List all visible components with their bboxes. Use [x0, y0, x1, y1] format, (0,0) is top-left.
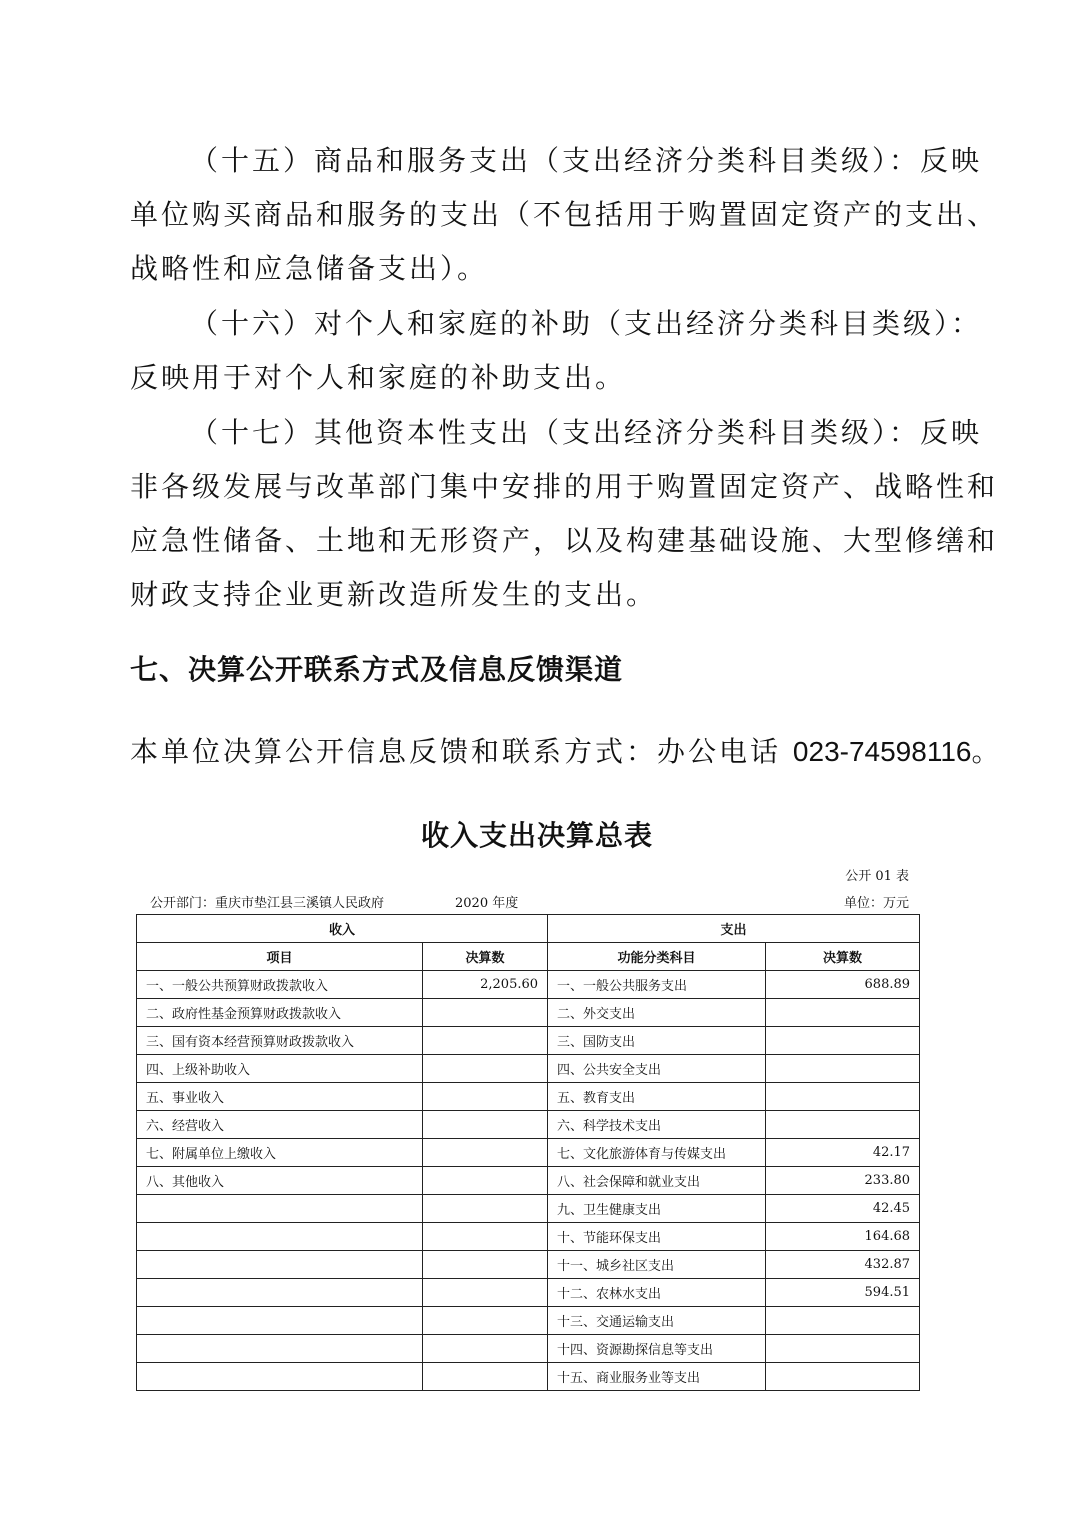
income-item-cell: 七、附属单位上缴收入	[137, 1139, 423, 1167]
expense-amount-cell: 42.17	[766, 1139, 920, 1167]
unit-label: 单位：万元	[843, 896, 909, 911]
expense-item-cell: 八、社会保障和就业支出	[548, 1167, 766, 1195]
table-row	[137, 1307, 920, 1335]
expense-amount-cell: 432.87	[766, 1251, 920, 1279]
group-header-row	[137, 915, 920, 943]
income-amount-cell	[423, 1027, 548, 1055]
expense-item-header: 功能分类科目	[548, 943, 766, 971]
table-row	[137, 1363, 920, 1391]
table-row	[137, 1195, 920, 1223]
income-amount-cell	[423, 1195, 548, 1223]
income-item-cell	[137, 1307, 423, 1335]
income-item-cell	[137, 1363, 423, 1391]
paragraph-goods-services-expense	[130, 134, 999, 296]
income-item-cell: 三、国有资本经营预算财政拨款收入	[137, 1027, 423, 1055]
table-number: 公开 01 表	[845, 869, 909, 884]
expense-group-header: 支出	[548, 915, 920, 943]
expense-amount-cell: 233.80	[766, 1167, 920, 1195]
paragraph-line: （十五）商品和服务支出（支出经济分类科目类级）：反映	[190, 144, 983, 177]
expense-amount-header: 决算数	[766, 943, 920, 971]
expense-item-cell: 一、一般公共服务支出	[548, 971, 766, 999]
income-amount-cell	[423, 1223, 548, 1251]
expense-amount-cell	[766, 999, 920, 1027]
expense-item-cell: 六、科学技术支出	[548, 1111, 766, 1139]
section-heading: 七、决算公开联系方式及信息反馈渠道	[130, 653, 624, 686]
income-amount-cell	[423, 1083, 548, 1111]
income-amount-cell	[423, 1363, 548, 1391]
income-amount-cell: 2,205.60	[423, 971, 548, 999]
expense-amount-cell	[766, 1111, 920, 1139]
table-row	[137, 971, 920, 999]
expense-amount-cell: 594.51	[766, 1279, 920, 1307]
table-row	[137, 1279, 920, 1307]
expense-amount-cell: 688.89	[766, 971, 920, 999]
paragraph-line: 非各级发展与改革部门集中安排的用于购置固定资产、战略性和	[130, 470, 999, 503]
fiscal-year: 2020 年度	[455, 896, 519, 911]
income-item-cell: 五、事业收入	[137, 1083, 423, 1111]
expense-amount-cell	[766, 1363, 920, 1391]
expense-item-cell: 十一、城乡社区支出	[548, 1251, 766, 1279]
paragraph-line: 单位购买商品和服务的支出（不包括用于购置固定资产的支出、	[130, 198, 999, 231]
income-amount-cell	[423, 1111, 548, 1139]
expense-amount-cell	[766, 1083, 920, 1111]
expense-item-cell: 十二、农林水支出	[548, 1279, 766, 1307]
income-amount-cell	[423, 1055, 548, 1083]
income-item-header: 项目	[137, 943, 423, 971]
income-item-cell: 四、上级补助收入	[137, 1055, 423, 1083]
paragraph-line: 战略性和应急储备支出）。	[130, 252, 489, 285]
expense-item-cell: 五、教育支出	[548, 1083, 766, 1111]
paragraph-line: （十七）其他资本性支出（支出经济分类科目类级）：反映	[190, 416, 983, 449]
income-item-cell: 六、经营收入	[137, 1111, 423, 1139]
table-row	[137, 1167, 920, 1195]
table-row	[137, 1027, 920, 1055]
table-title: 收入支出决算总表	[420, 819, 653, 852]
department-label: 公开部门：重庆市垫江县三溪镇人民政府	[150, 896, 385, 911]
table-row	[137, 1111, 920, 1139]
table-row	[137, 1223, 920, 1251]
paragraph-line: 财政支持企业更新改造所发生的支出。	[130, 578, 658, 611]
paragraph-line: 应急性储备、土地和无形资产，以及构建基础设施、大型修缮和	[130, 524, 999, 557]
expense-item-cell: 十三、交通运输支出	[548, 1307, 766, 1335]
income-amount-cell	[423, 1335, 548, 1363]
table-row	[137, 1251, 920, 1279]
table-row	[137, 1083, 920, 1111]
income-amount-cell	[423, 1279, 548, 1307]
income-amount-cell	[423, 1167, 548, 1195]
table-row	[137, 999, 920, 1027]
income-amount-cell	[423, 999, 548, 1027]
office-phone: 023-74598116	[792, 736, 972, 767]
revenue-expense-table	[136, 914, 920, 1391]
expense-amount-cell	[766, 1307, 920, 1335]
income-item-cell	[137, 1335, 423, 1363]
income-amount-cell	[423, 1139, 548, 1167]
expense-item-cell: 七、文化旅游体育与传媒支出	[548, 1139, 766, 1167]
expense-amount-cell: 164.68	[766, 1223, 920, 1251]
expense-item-cell: 十五、商业服务业等支出	[548, 1363, 766, 1391]
expense-item-cell: 二、外交支出	[548, 999, 766, 1027]
expense-item-cell: 十四、资源勘探信息等支出	[548, 1335, 766, 1363]
expense-item-cell: 十、节能环保支出	[548, 1223, 766, 1251]
income-item-cell	[137, 1279, 423, 1307]
contact-suffix: 。	[971, 735, 1003, 768]
expense-amount-cell: 42.45	[766, 1195, 920, 1223]
income-item-cell: 一、一般公共预算财政拨款收入	[137, 971, 423, 999]
expense-amount-cell	[766, 1335, 920, 1363]
paragraph-line: （十六）对个人和家庭的补助（支出经济分类科目类级）：	[190, 307, 983, 340]
income-item-cell: 八、其他收入	[137, 1167, 423, 1195]
expense-item-cell: 九、卫生健康支出	[548, 1195, 766, 1223]
income-item-cell	[137, 1223, 423, 1251]
income-item-cell	[137, 1195, 423, 1223]
paragraph-household-subsidy	[130, 297, 983, 405]
expense-item-cell: 三、国防支出	[548, 1027, 766, 1055]
income-amount-header: 决算数	[423, 943, 548, 971]
paragraph-line: 反映用于对个人和家庭的补助支出。	[130, 361, 627, 394]
table-row	[137, 1335, 920, 1363]
income-amount-cell	[423, 1251, 548, 1279]
income-group-header: 收入	[137, 915, 548, 943]
expense-amount-cell	[766, 1055, 920, 1083]
income-amount-cell	[423, 1307, 548, 1335]
table-row	[137, 1055, 920, 1083]
expense-amount-cell	[766, 1027, 920, 1055]
income-item-cell: 二、政府性基金预算财政拨款收入	[137, 999, 423, 1027]
paragraph-other-capital-expense	[130, 406, 999, 622]
expense-item-cell: 四、公共安全支出	[548, 1055, 766, 1083]
contact-info	[130, 730, 1002, 774]
table-row	[137, 1139, 920, 1167]
contact-prefix: 本单位决算公开信息反馈和联系方式：办公电话	[130, 735, 782, 768]
column-header-row	[137, 943, 920, 971]
income-item-cell	[137, 1251, 423, 1279]
